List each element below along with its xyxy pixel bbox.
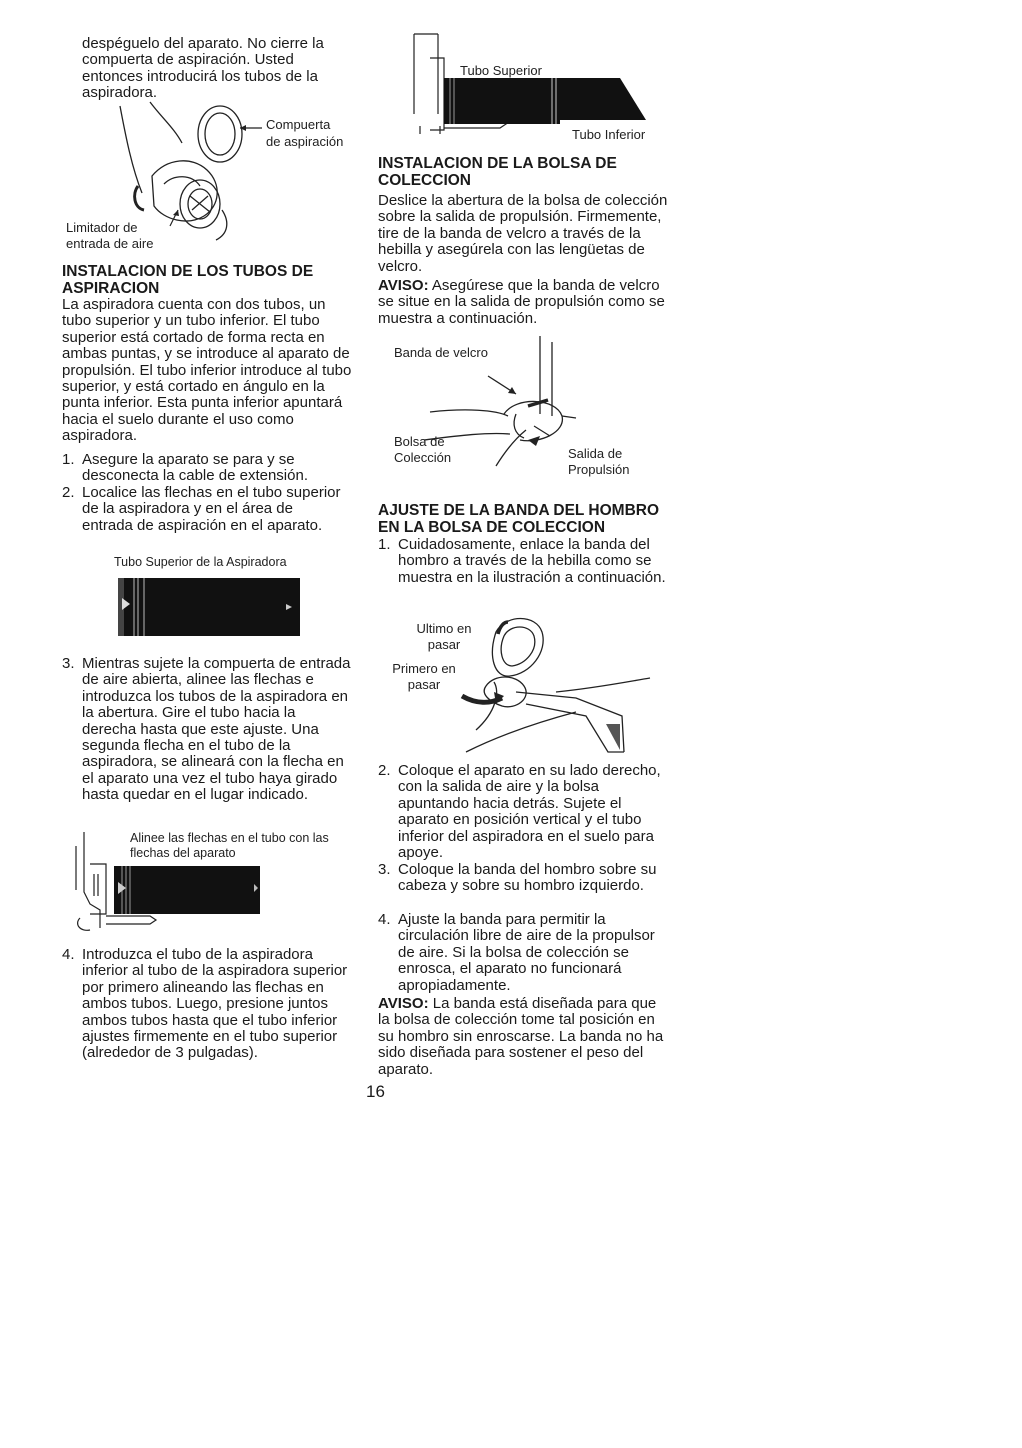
tubo-superior-illustration bbox=[118, 578, 300, 636]
ultimo-pasar-label: Ultimo en pasar bbox=[416, 621, 472, 652]
tubo-superior-caption: Tubo Superior de la Aspiradora bbox=[114, 555, 287, 569]
limitador-label: Limitador de entrada de aire bbox=[66, 220, 154, 251]
alinear-flechas-caption: Alinee las flechas en el tubo con las flechas del aparato bbox=[130, 831, 329, 860]
tubo-inferior-label: Tubo Inferior bbox=[572, 127, 646, 142]
aviso-2-paragraph bbox=[378, 996, 668, 1078]
heading-tubos: INSTALACION DE LOS TUBOS DE ASPIRACION bbox=[62, 263, 314, 297]
step-1-text: Asegure la aparato se para y se desconecta la cable de extensión. bbox=[82, 451, 308, 485]
rstep-1-number: 1. bbox=[378, 536, 391, 553]
rstep-4-number: 4. bbox=[378, 911, 391, 928]
aviso-2-text: La banda está diseñada para que la bolsa de colección tome tal posición en su hombro sin enroscarse. La banda no ha sido diseñada para sostener el peso del aparato. bbox=[378, 995, 664, 1078]
step-1-number: 1. bbox=[62, 451, 75, 468]
heading-bolsa: INSTALACION DE LA BOLSA DE COLECCION bbox=[378, 155, 617, 189]
intro-paragraph: despéguelo del aparato. No cierre la compuerta de aspiración. Usted entonces introducirá los tubos de la aspiradora. bbox=[82, 35, 324, 102]
step-3-text: Mientras sujete la compuerta de entrada de aire abierta, alinee las flechas e introduzca los tubos de la aspiradora en la abertura. Gire el tubo hacia la derecha hasta que este ajuste. Una segunda flecha en el tubo de la aspiradora, se alineará con la flecha en el aparato una vez el tubo haya girado hasta quedar en el lugar indicado. bbox=[82, 655, 351, 804]
body-bolsa: Deslice la abertura de la bolsa de colección sobre la salida de propulsión. Firmemente, tire de la banda de velcro a través de la hebilla y asegúrela con las lengüetas de velcro. bbox=[378, 192, 668, 275]
tubos-unidos-illustration bbox=[410, 34, 650, 134]
page-number: 16 bbox=[366, 1082, 385, 1101]
step-2-number: 2. bbox=[62, 484, 75, 501]
primero-pasar-label: Primero en pasar bbox=[392, 661, 456, 692]
rstep-3-text: Coloque la banda del hombro sobre su cabeza y sobre su hombro izquierdo. bbox=[398, 861, 657, 895]
aviso-1-text: Asegúrese que la banda de velcro se situe en la salida de propulsión como se muestra a continuación. bbox=[378, 277, 665, 327]
heading-banda: AJUSTE DE LA BANDA DEL HOMBRO EN LA BOLSA DE COLECCION bbox=[378, 502, 660, 536]
step-2-text: Localice las flechas en el tubo superior de la aspiradora y en el área de entrada de aspiración en el aparato. bbox=[82, 484, 341, 534]
rstep-4-text: Ajuste la banda para permitir la circulación libre de aire de la propulsor de aire. Si la bolsa de colección se enrosca, el aparato no funcionará apropiadamente. bbox=[398, 911, 655, 994]
aviso-1-label: AVISO: bbox=[378, 277, 429, 294]
step-3-number: 3. bbox=[62, 655, 75, 672]
rstep-3-number: 3. bbox=[378, 861, 391, 878]
compuerta-label: Compuerta de aspiración bbox=[266, 117, 344, 149]
aviso-1-paragraph bbox=[378, 278, 668, 327]
bolsa-coleccion-label: Bolsa de Colección bbox=[394, 434, 452, 465]
step-4-number: 4. bbox=[62, 946, 75, 963]
step-4-text: Introduzca el tubo de la aspiradora inferior al tubo de la aspiradora superior por primero alineando las flechas en ambos tubos. Luego, presione juntos ambos tubos hasta que el tubo inferior ajustes firmemente en el tubo superior (alrededor de 3 pulgadas). bbox=[82, 946, 348, 1062]
body-tubos: La aspiradora cuenta con dos tubos, un tubo superior y un tubo inferior. El tubo superior está cortado de forma recta en ambas puntas, y se introduce al aparato de propulsión. El tubo inferior introduce al tubo superior, y está cortado en ángulo en la punta inferior. Esta punta inferior apuntará hacia el suelo durante el uso como aspiradora. bbox=[62, 296, 352, 445]
rstep-1-text: Cuidadosamente, enlace la banda del hombro a través de la hebilla como se muestra en la ilustración a continuación. bbox=[398, 536, 666, 586]
salida-propulsion-label: Salida de Propulsión bbox=[568, 446, 630, 477]
rstep-2-number: 2. bbox=[378, 762, 391, 779]
tubo-superior-label: Tubo Superior bbox=[460, 63, 542, 78]
aviso-2-label: AVISO: bbox=[378, 995, 429, 1012]
rstep-2-text: Coloque el aparato en su lado derecho, con la salida de aire y la bolsa apuntando hacia detrás. Sujete el aparato en posición vertical y el tubo inferior del aspiradora en el suelo para apoye. bbox=[398, 762, 661, 862]
banda-velcro-label: Banda de velcro bbox=[394, 345, 488, 360]
